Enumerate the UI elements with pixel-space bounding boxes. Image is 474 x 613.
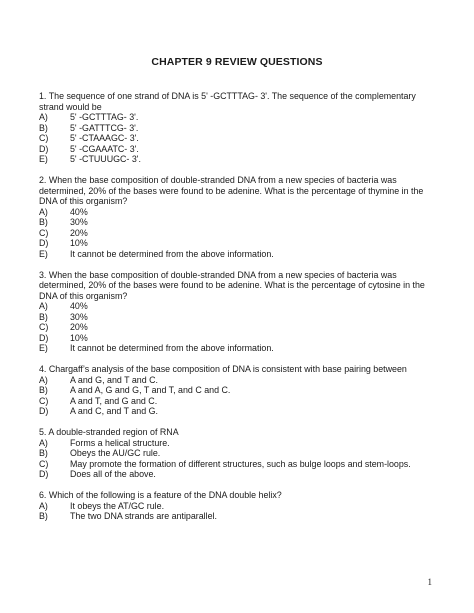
- answer-option: [39, 438, 439, 449]
- questions-list: [39, 91, 439, 532]
- option-letter: D): [39, 238, 49, 248]
- answer-option: [39, 333, 439, 344]
- answer-option: [39, 322, 439, 333]
- option-letter: C): [39, 227, 49, 238]
- option-text: 30%: [70, 217, 88, 227]
- option-text: It cannot be determined from the above information.: [70, 248, 274, 259]
- question-text: 1. The sequence of one strand of DNA is 5' -GCTTTAG- 3'. The sequence of the complementary strand would be: [39, 91, 416, 112]
- option-text: 40%: [70, 301, 88, 311]
- option-letter: B): [39, 311, 48, 322]
- option-text: 5' -GATTTCG- 3'.: [70, 122, 139, 133]
- answer-option: [39, 228, 439, 239]
- answer-option: [39, 459, 439, 470]
- option-text: A and C, and T and G.: [70, 406, 158, 416]
- option-text: Does all of the above.: [70, 469, 156, 479]
- answer-option: [39, 343, 439, 354]
- answer-option: [39, 448, 439, 459]
- option-text: 10%: [70, 332, 88, 343]
- option-text: 5' -GCTTTAG- 3'.: [70, 112, 139, 122]
- answer-option: [39, 238, 439, 249]
- option-letter: E): [39, 343, 48, 353]
- option-letter: E): [39, 248, 48, 259]
- option-letter: A): [39, 112, 48, 122]
- answer-option: [39, 112, 439, 123]
- answer-option: [39, 144, 439, 155]
- page-title: CHAPTER 9 REVIEW QUESTIONS: [151, 56, 323, 68]
- option-text: 5' -CGAAATC- 3'.: [70, 143, 139, 154]
- question-text: 4. Chargaff’s analysis of the base composition of DNA is consistent with base pairing between: [39, 364, 407, 374]
- option-letter: E): [39, 154, 48, 164]
- answer-option: [39, 217, 439, 228]
- option-text: A and T, and G and C.: [70, 395, 158, 406]
- page-number: 1: [427, 577, 432, 587]
- answer-option: [39, 375, 439, 386]
- option-text: 5' -CTUUUGC- 3'.: [70, 154, 141, 164]
- option-letter: D): [39, 469, 49, 479]
- option-letter: D): [39, 406, 49, 416]
- answer-option: [39, 123, 439, 134]
- answer-option: [39, 511, 439, 522]
- question-text: 2. When the base composition of double-stranded DNA from a new species of bacteria was determined, 20% of the bases were found to be adenine. What is the percentage of thymine in the DNA of this organism?: [39, 175, 424, 206]
- option-letter: C): [39, 458, 49, 469]
- answer-option: [39, 385, 439, 396]
- question-1: [39, 91, 439, 165]
- option-text: May promote the formation of different structures, such as bulge loops and stem-loops.: [70, 458, 411, 469]
- option-letter: A): [39, 437, 48, 448]
- question-text: 5. A double-stranded region of RNA: [39, 427, 179, 437]
- question-text: 6. Which of the following is a feature of the DNA double helix?: [39, 490, 282, 500]
- option-letter: C): [39, 395, 49, 406]
- question-4: [39, 364, 439, 417]
- option-letter: B): [39, 511, 48, 521]
- option-letter: C): [39, 322, 49, 332]
- option-letter: A): [39, 374, 48, 385]
- question-3: [39, 270, 439, 354]
- option-text: 5' -CTAAAGC- 3'.: [70, 133, 139, 143]
- option-text: The two DNA strands are antiparallel.: [70, 511, 218, 521]
- answer-option: [39, 207, 439, 218]
- option-letter: B): [39, 385, 48, 395]
- option-text: 40%: [70, 206, 88, 217]
- option-letter: B): [39, 122, 48, 133]
- answer-option: [39, 396, 439, 407]
- answer-option: [39, 133, 439, 144]
- option-text: Obeys the AU/GC rule.: [70, 448, 161, 458]
- answer-option: [39, 501, 439, 512]
- answer-option: [39, 301, 439, 312]
- option-letter: A): [39, 206, 48, 217]
- option-text: A and G, and T and C.: [70, 374, 158, 385]
- question-2: [39, 175, 439, 259]
- answer-option: [39, 249, 439, 260]
- option-letter: B): [39, 217, 48, 227]
- option-letter: B): [39, 448, 48, 458]
- option-letter: C): [39, 133, 49, 143]
- answer-option: [39, 154, 439, 165]
- option-text: 20%: [70, 227, 88, 238]
- option-text: 10%: [70, 238, 88, 248]
- option-text: 20%: [70, 322, 88, 332]
- option-letter: D): [39, 332, 49, 343]
- option-text: A and A, G and G, T and T, and C and C.: [70, 385, 231, 395]
- answer-option: [39, 469, 439, 480]
- question-text: 3. When the base composition of double-stranded DNA from a new species of bacteria was determined, 20% of the bases were found to be adenine. What is the percentage of cytosine in the DNA of this organism?: [39, 269, 425, 301]
- option-letter: A): [39, 301, 48, 311]
- option-letter: D): [39, 143, 49, 154]
- answer-option: [39, 406, 439, 417]
- question-6: [39, 490, 439, 522]
- option-text: Forms a helical structure.: [70, 437, 170, 448]
- option-text: It cannot be determined from the above information.: [70, 343, 274, 353]
- option-letter: A): [39, 500, 48, 511]
- question-5: [39, 427, 439, 480]
- option-text: It obeys the AT/GC rule.: [70, 500, 165, 511]
- option-text: 30%: [70, 311, 88, 322]
- answer-option: [39, 312, 439, 323]
